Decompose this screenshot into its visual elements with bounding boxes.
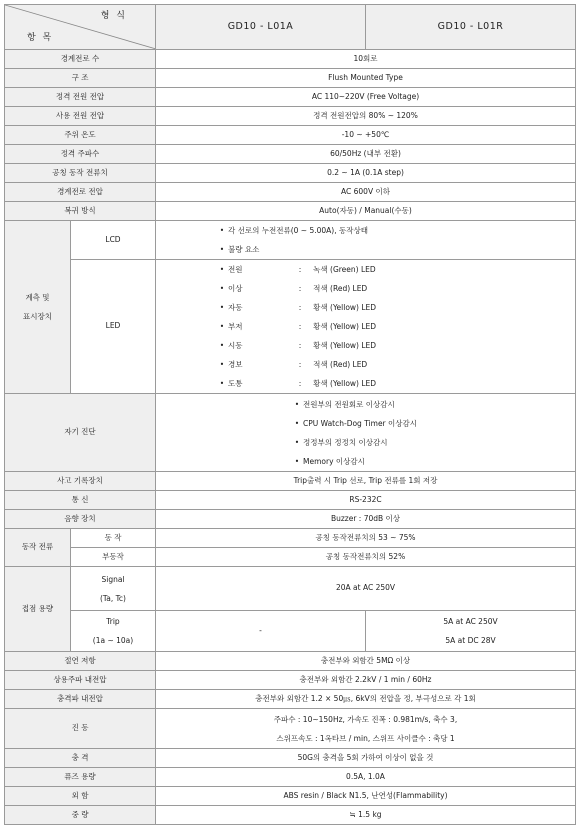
row-non-operate	[5, 548, 576, 567]
row-label: 진 동	[5, 709, 156, 749]
row-value: ≒ 1.5 kg	[156, 806, 576, 825]
row-label: 음향 장치	[5, 510, 156, 529]
row-rated-frequency	[5, 145, 576, 164]
self-diagnosis-items	[156, 394, 576, 472]
row-nominal-current	[5, 164, 576, 183]
model-a-header: GD10 - L01A	[156, 5, 366, 50]
header-diagonal-cell	[5, 5, 156, 50]
row-event-record	[5, 472, 576, 491]
led-label: LED	[71, 260, 156, 394]
non-operate-value: 공칭 동작전류치의 52%	[156, 548, 576, 567]
trip-value-a: -	[156, 611, 366, 652]
trip-value-b: 5A at AC 250V 5A at DC 28V	[366, 611, 576, 652]
row-buzzer	[5, 510, 576, 529]
row-value: RS-232C	[156, 491, 576, 510]
row-communication	[5, 491, 576, 510]
row-enclosure	[5, 787, 576, 806]
row-value: 10회로	[156, 50, 576, 69]
row-label: 공칭 동작 전류치	[5, 164, 156, 183]
row-value: AC 110~220V (Free Voltage)	[156, 88, 576, 107]
row-label: 충격파 내전압	[5, 690, 156, 709]
row-label: 중 량	[5, 806, 156, 825]
row-label: 경계전로 전압	[5, 183, 156, 202]
non-operate-label: 부동작	[71, 548, 156, 567]
row-weight	[5, 806, 576, 825]
row-operating-voltage	[5, 107, 576, 126]
row-value: 충전부와 외함간 2.2kV / 1 min / 60Hz	[156, 671, 576, 690]
led-item: • 경보 : 적색 (Red) LED	[219, 360, 368, 369]
row-value: Trip출력 시 Trip 선로, Trip 전류를 1회 저장	[156, 472, 576, 491]
row-value: -10 ~ +50℃	[156, 126, 576, 145]
row-label: 사고 기록장치	[5, 472, 156, 491]
row-value: Flush Mounted Type	[156, 69, 576, 88]
row-circuit-voltage	[5, 183, 576, 202]
model-b-header: GD10 - L01R	[366, 5, 576, 50]
row-insulation	[5, 652, 576, 671]
row-label: 퓨즈 용량	[5, 768, 156, 787]
diagnosis-item: • 정정부의 정정치 이상감시	[294, 437, 388, 447]
self-diagnosis-label: 자기 진단	[5, 394, 156, 472]
row-value: 충전부와 외함간 1.2 × 50㎲, 6kV의 전압을 정, 부극성으로 각 1회	[156, 690, 576, 709]
row-value: 50G의 충격을 5회 가하여 이상이 없을 것	[156, 749, 576, 768]
type-header: 형 식	[100, 11, 127, 21]
row-value: 60/50Hz (내부 전환)	[156, 145, 576, 164]
row-label: 통 신	[5, 491, 156, 510]
row-reset-method	[5, 202, 576, 221]
led-item: • 시동 : 황색 (Yellow) LED	[219, 341, 377, 350]
row-value: ABS resin / Black N1.5, 난연성(Flammability)	[156, 787, 576, 806]
row-value: 정격 전원전압의 80% ~ 120%	[156, 107, 576, 126]
header-row	[5, 5, 576, 50]
lcd-item: • 각 선로의 누전전류(0 ~ 5.00A), 동작상태	[219, 226, 368, 235]
item-header: 항 목	[27, 32, 54, 43]
row-value: Buzzer : 70dB 이상	[156, 510, 576, 529]
row-trip	[5, 611, 576, 652]
row-label: 절연 저항	[5, 652, 156, 671]
led-items	[156, 260, 576, 394]
row-label: 충 격	[5, 749, 156, 768]
led-item: • 이상 : 적색 (Red) LED	[219, 284, 368, 293]
led-item: • 자동 : 황색 (Yellow) LED	[219, 303, 377, 312]
row-label: 주위 온도	[5, 126, 156, 145]
signal-value: 20A at AC 250V	[156, 567, 576, 611]
spec-page	[4, 4, 575, 830]
row-withstand	[5, 671, 576, 690]
diagnosis-item: • CPU Watch-Dog Timer 이상감시	[294, 418, 417, 428]
signal-label: Signal (Ta, Tc)	[71, 567, 156, 611]
row-label: 정격 주파수	[5, 145, 156, 164]
display-label: 계측 및 표시장치	[5, 221, 71, 394]
contact-capacity-label: 접점 용량	[5, 567, 71, 652]
row-signal	[5, 567, 576, 611]
row-label: 외 함	[5, 787, 156, 806]
led-item: • 전원 : 녹색 (Green) LED	[219, 265, 376, 274]
spec-table	[4, 4, 576, 825]
row-led	[5, 260, 576, 394]
diagnosis-item: • 전원부의 전원회로 이상감시	[294, 399, 395, 409]
row-value: 충전부와 외함간 5MΩ 이상	[156, 652, 576, 671]
operate-value: 공칭 동작전류치의 53 ~ 75%	[156, 529, 576, 548]
led-item: • 부저 : 황색 (Yellow) LED	[219, 322, 377, 331]
row-label: 경계전로 수	[5, 50, 156, 69]
row-label: 정격 전원 전압	[5, 88, 156, 107]
row-lcd	[5, 221, 576, 260]
row-label: 상용주파 내전압	[5, 671, 156, 690]
row-value: 0.5A, 1.0A	[156, 768, 576, 787]
operating-current-label: 동작 전류	[5, 529, 71, 567]
row-ambient-temp	[5, 126, 576, 145]
row-label: 구 조	[5, 69, 156, 88]
row-value: AC 600V 이하	[156, 183, 576, 202]
row-vibration	[5, 709, 576, 749]
lcd-items	[156, 221, 576, 260]
row-value: 0.2 ~ 1A (0.1A step)	[156, 164, 576, 183]
row-rated-voltage	[5, 88, 576, 107]
row-fuse	[5, 768, 576, 787]
row-self-diagnosis	[5, 394, 576, 472]
row-value: 주파수 : 10~150Hz, 가속도 진폭 : 0.981m/s, 축수 3, 스위프속도 : 1옥타브 / min, 스위프 사이클수 : 축당 1	[156, 709, 576, 749]
row-circuits	[5, 50, 576, 69]
diagnosis-item: • Memory 이상감시	[294, 456, 365, 466]
led-item: • 도통 : 황색 (Yellow) LED	[219, 379, 377, 388]
row-value: Auto(자동) / Manual(수동)	[156, 202, 576, 221]
row-structure	[5, 69, 576, 88]
row-label: 복귀 방식	[5, 202, 156, 221]
row-impulse	[5, 690, 576, 709]
row-label: 사용 전원 전압	[5, 107, 156, 126]
lcd-label: LCD	[71, 221, 156, 260]
row-shock	[5, 749, 576, 768]
row-operate	[5, 529, 576, 548]
trip-label: Trip (1a ~ 10a)	[71, 611, 156, 652]
operate-label: 동 작	[71, 529, 156, 548]
lcd-item: • 불량 요소	[219, 245, 260, 254]
